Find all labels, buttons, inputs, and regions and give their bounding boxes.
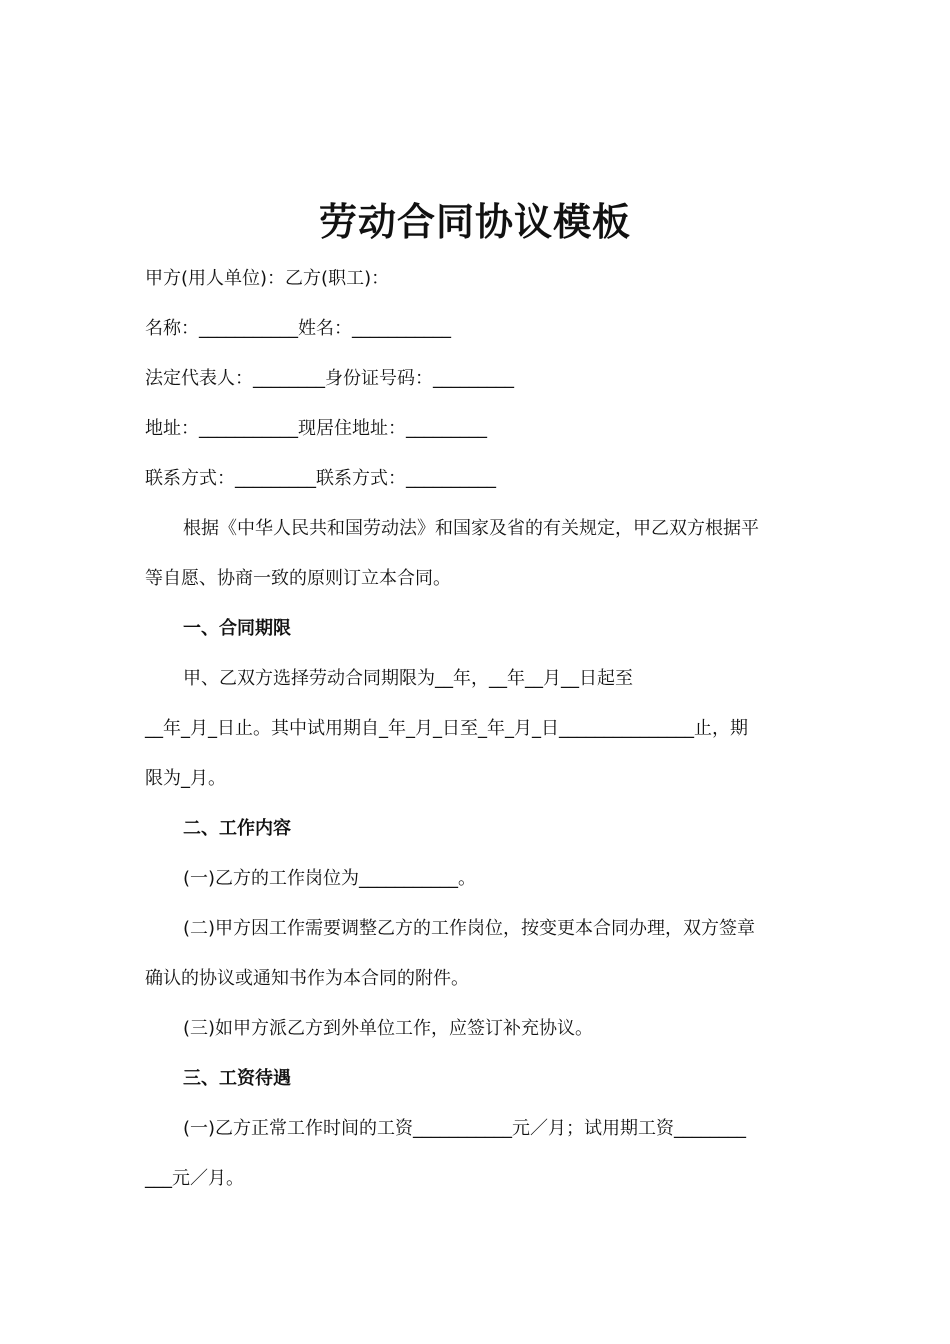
work-item-3: (三)如甲方派乙方到外单位工作，应签订补充协议。: [183, 1018, 594, 1039]
term-paragraph-line-2: __年_月_日止。其中试用期自_年_月_日至_年_月_日_______________止，期: [145, 718, 748, 739]
intro-paragraph-line-2: 等自愿、协商一致的原则订立本合同。: [145, 568, 451, 589]
work-item-1: (一)乙方的工作岗位为___________。: [183, 868, 477, 889]
section-heading-term: 一、合同期限: [183, 618, 291, 639]
salary-item-1-line-1: (一)乙方正常工作时间的工资___________元／月；试用期工资________: [183, 1118, 747, 1139]
term-paragraph-line-1: 甲、乙双方选择劳动合同期限为__年，__年__月__日起至: [183, 668, 633, 689]
intro-paragraph-line-1: 根据《中华人民共和国劳动法》和国家及省的有关规定，甲乙双方根据平: [183, 518, 759, 539]
name-field-line: 名称：___________姓名：___________: [145, 318, 451, 339]
section-heading-salary: 三、工资待遇: [183, 1068, 291, 1089]
document-title: 劳动合同协议模板: [318, 200, 631, 244]
address-line: 地址：___________现居住地址：_________: [145, 418, 487, 439]
work-item-2-line-2: 确认的协议或通知书作为本合同的附件。: [145, 968, 469, 989]
section-heading-work: 二、工作内容: [183, 818, 291, 839]
term-paragraph-line-3: 限为_月。: [145, 768, 226, 789]
party-header-line: 甲方(用人单位)：乙方(职工)：: [145, 268, 390, 289]
contact-line: 联系方式：_________联系方式：__________: [145, 468, 496, 489]
legal-rep-id-line: 法定代表人：________身份证号码：_________: [145, 368, 514, 389]
salary-item-1-line-2: ___元／月。: [145, 1168, 244, 1189]
work-item-2-line-1: (二)甲方因工作需要调整乙方的工作岗位，按变更本合同办理，双方签章: [183, 918, 756, 939]
